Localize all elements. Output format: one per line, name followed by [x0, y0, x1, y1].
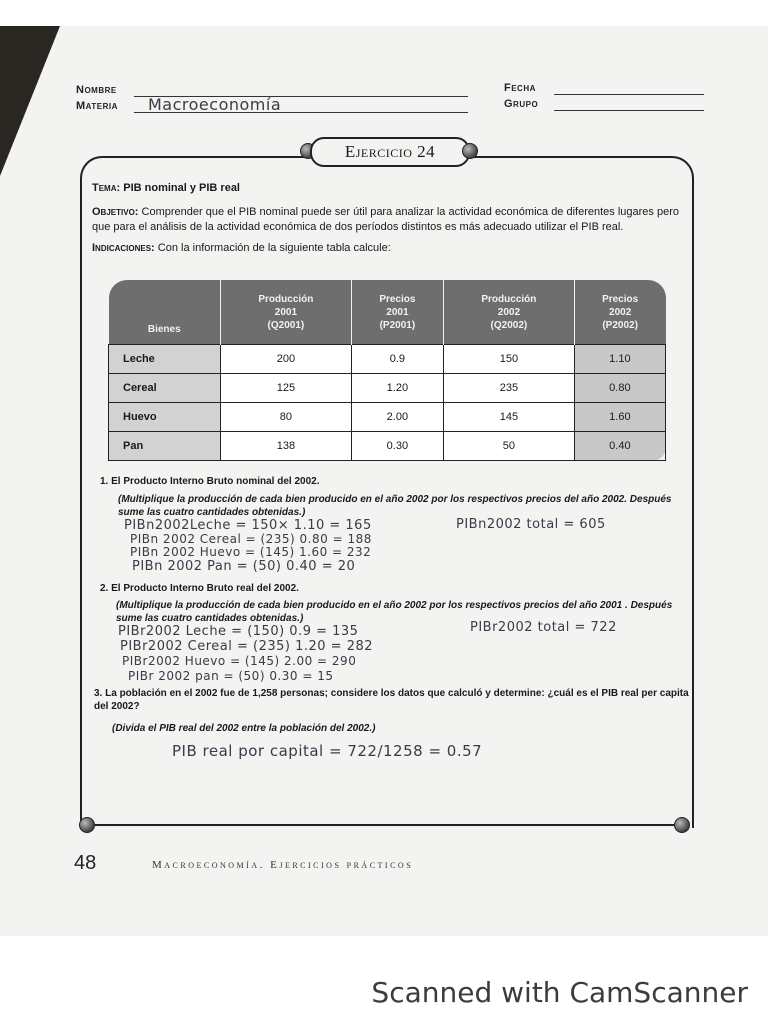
column-header-line: 2001 [274, 306, 298, 318]
q1-answer-line: PIBn2002Leche = 150× 1.10 = 165 [124, 518, 372, 533]
q1-answer-line: PIBn 2002 Pan = (50) 0.40 = 20 [132, 559, 356, 574]
question-3-title: 3. La población en el 2002 fue de 1,258 personas; considere los datos que calculó y determine: ¿cuál es el PIB real per capita del 2002? [94, 688, 689, 712]
q1-answer-line: PIBn 2002 Huevo = (145) 1.60 = 232 [130, 545, 372, 559]
row-label: Huevo [109, 403, 221, 432]
frame-knob-left-icon [79, 817, 95, 833]
table-row [109, 432, 666, 461]
column-header-line: 2002 [609, 306, 632, 318]
table-cell: 50 [444, 432, 575, 461]
tema-text: PIB nominal y PIB real [123, 182, 240, 194]
scan-shadow [0, 26, 60, 176]
table-cell: 235 [444, 374, 575, 403]
column-header [221, 280, 352, 345]
indicaciones [92, 242, 391, 254]
column-header-line: (P2002) [602, 319, 638, 331]
objetivo-label: Objetivo: [92, 206, 139, 218]
table-cell: 125 [221, 374, 352, 403]
question-3-instructions: (Divida el PIB real del 2002 entre la población del 2002.) [112, 723, 376, 734]
question-2-instructions: (Multiplique la producción de cada bien producido en el año 2002 por los respectivos precios del año 2001 . Después sume las cuatro cantidades obtenidas.) [116, 600, 673, 624]
table-cell: 145 [444, 403, 575, 432]
column-header [574, 280, 665, 345]
fecha-line [554, 94, 704, 95]
question-2-title: 2. El Producto Interno Bruto real del 2002. [100, 583, 299, 594]
q3-answer: PIB real por capital = 722/1258 = 0.57 [172, 742, 483, 760]
table-cell: 138 [221, 432, 352, 461]
table-cell: 0.40 [574, 432, 665, 461]
table-row [109, 403, 666, 432]
indicaciones-label: Indicaciones: [92, 242, 155, 254]
table-row [109, 345, 666, 374]
column-header-line: (Q2002) [490, 319, 528, 331]
goods-table [108, 280, 666, 461]
q1-answer-line: PIBn 2002 Cereal = (235) 0.80 = 188 [130, 532, 372, 546]
frame-bottom-rule [88, 824, 682, 826]
worksheet-page [0, 26, 768, 936]
column-header-line: Producción [258, 293, 314, 305]
table-cell: 2.00 [351, 403, 443, 432]
objetivo-text: Comprender que el PIB nominal puede ser útil para analizar la actividad económica de diferentes lugares pero que para el análisis de la actividad económica de dos períodos distintos es más adecuado utilizar el PIB real. [92, 206, 679, 233]
column-header-line: Precios [379, 293, 416, 305]
row-label: Cereal [109, 374, 221, 403]
book-title: Macroeconomía. Ejercicios prácticos [152, 859, 414, 871]
table-cell: 1.10 [574, 345, 665, 374]
table-cell: 0.9 [351, 345, 443, 374]
table-cell: 0.80 [574, 374, 665, 403]
row-label: Leche [109, 345, 221, 374]
tema-label: Tema: [92, 182, 121, 194]
table-cell: 1.20 [351, 374, 443, 403]
exercise-title: Ejercicio 24 [310, 137, 470, 167]
q1-total: PIBn2002 total = 605 [456, 517, 606, 532]
table-cell: 200 [221, 345, 352, 374]
table-cell: 150 [444, 345, 575, 374]
indicaciones-text: Con la información de la siguiente tabla calcule: [157, 242, 391, 254]
nombre-label: Nombre [76, 84, 117, 96]
q2-answer-line: PIBr 2002 pan = (50) 0.30 = 15 [128, 669, 334, 683]
tema [92, 182, 240, 194]
table-cell: 0.30 [351, 432, 443, 461]
column-header-line: (P2001) [379, 319, 416, 331]
column-header [351, 280, 443, 345]
title-knob-right-icon [462, 143, 478, 159]
column-header-line: (Q2001) [267, 319, 305, 331]
table-cell: 80 [221, 403, 352, 432]
q2-answer-line: PIBr2002 Huevo = (145) 2.00 = 290 [122, 654, 357, 668]
question-1-title: 1. El Producto Interno Bruto nominal del 2002. [100, 476, 320, 487]
table-cell: 1.60 [574, 403, 665, 432]
grupo-label: Grupo [504, 98, 539, 110]
table-row [109, 374, 666, 403]
frame-knob-right-icon [674, 817, 690, 833]
materia-value: Macroeconomía [148, 95, 282, 114]
column-header-line: Bienes [147, 324, 181, 335]
page-number: 48 [74, 852, 97, 874]
column-header-line: Precios [602, 293, 639, 305]
q2-answer-line: PIBr2002 Cereal = (235) 1.20 = 282 [120, 639, 374, 654]
q2-total: PIBr2002 total = 722 [470, 620, 617, 635]
column-header-bienes [109, 280, 221, 345]
column-header [444, 280, 575, 345]
column-header-line: 2001 [386, 306, 409, 318]
table-body [109, 345, 666, 461]
materia-label: Materia [76, 100, 118, 112]
grupo-line [554, 110, 704, 111]
fecha-label: Fecha [504, 82, 536, 94]
q2-answer-line: PIBr2002 Leche = (150) 0.9 = 135 [118, 624, 359, 639]
camscanner-watermark: Scanned with CamScanner [371, 976, 748, 1009]
column-header-line: Producción [481, 293, 537, 305]
objetivo [92, 205, 696, 235]
row-label: Pan [109, 432, 221, 461]
question-1-instructions: (Multiplique la producción de cada bien producido en el año 2002 por los respectivos precios del año 2002. Después sume las cuatro cantidades obtenidas.) [118, 494, 672, 518]
column-header-line: 2002 [497, 306, 521, 318]
table-header-row [109, 280, 666, 345]
